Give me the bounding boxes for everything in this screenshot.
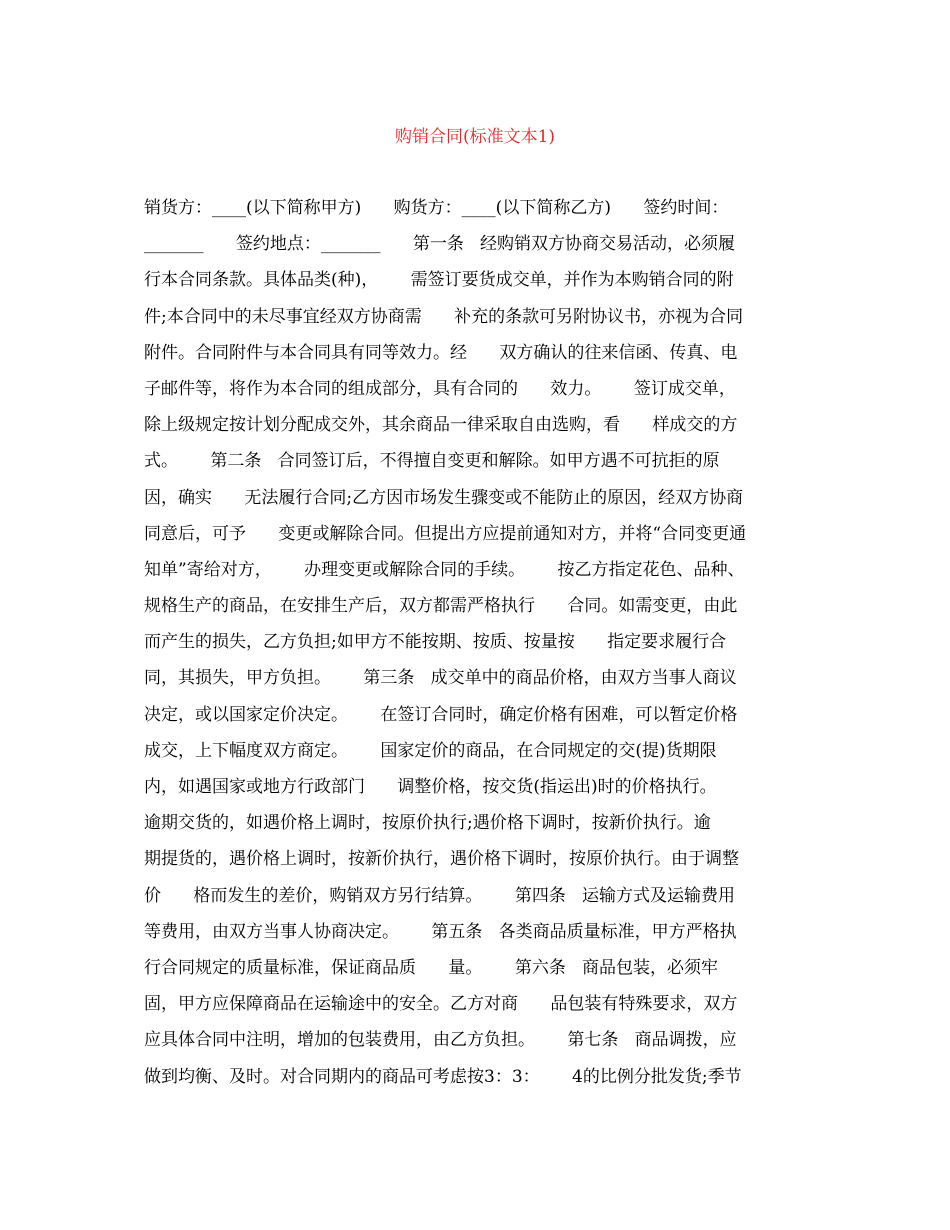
text-line: 子邮件等，将作为本合同的组成部分，具有合同的 效力。 签订成交单， <box>144 378 736 399</box>
text-line: 固，甲方应保障商品在运输途中的安全。乙方对商 品包装有特殊要求，双方 <box>144 994 738 1015</box>
text-line: 价 格而发生的差价，购销双方另行结算。 第四条 运输方式及运输费用 <box>144 885 736 906</box>
text-line: 逾期交货的，如遇价格上调时，按原价执行;遇价格下调时，按新价执行。逾 <box>144 813 711 834</box>
text-line: 等费用，由双方当事人协商决定。 第五条 各类商品质量标准，甲方严格执 <box>144 921 737 942</box>
text-line: 规格生产的商品，在安排生产后，双方都需严格执行 合同。如需变更，由此 <box>144 596 738 617</box>
text-line: 行合同规定的质量标准，保证商品质 量。 第六条 商品包装，必须牢 <box>144 957 719 978</box>
text-line: 知单”寄给对方， 办理变更或解除合同的手续。 按乙方指定花色、品种、 <box>144 559 745 580</box>
text-line: 因，确实 无法履行合同;乙方因市场发生骤变或不能防止的原因，经双方协商 <box>144 487 744 508</box>
text-line: 期提货的，遇价格上调时，按新价执行，遇价格下调时，按原价执行。由于调整 <box>144 849 739 870</box>
text-line: 式。 第二条 合同签订后，不得擅自变更和解除。如甲方遇不可抗拒的原 <box>144 451 720 472</box>
text-line: 做到均衡、及时。对合同期内的商品可考虑按3：3： 4的比例分批发货;季节 <box>144 1066 742 1087</box>
text-line: 件;本合同中的未尽事宜经双方协商需 补充的条款可另附协议书，亦视为合同 <box>144 306 744 327</box>
text-line: 决定，或以国家定价决定。 在签订合同时，确定价格有困难，可以暂定价格 <box>144 704 738 725</box>
text-line: 销货方：____(以下简称甲方) 购货方：____(以下简称乙方) 签约时间： <box>144 198 729 218</box>
text-line: _______ 签约地点：_______ 第一条 经购销双方协商交易活动，必须履 <box>144 234 736 255</box>
text-line: 同意后，可予 变更或解除合同。但提出方应提前通知对方，并将“合同变更通 <box>144 523 747 544</box>
text-line: 同，其损失，甲方负担。 第三条 成交单中的商品价格，由双方当事人商议 <box>144 668 737 689</box>
text-line: 附件。合同附件与本合同具有同等效力。经 双方确认的往来信函、传真、电 <box>144 342 738 363</box>
text-line: 应具体合同中注明，增加的包装费用，由乙方负担。 第七条 商品调拨，应 <box>144 1030 737 1051</box>
text-line: 除上级规定按计划分配成交外，其余商品一律采取自由选购，看 样成交的方 <box>144 415 738 436</box>
text-line: 成交，上下幅度双方商定。 国家定价的商品，在合同规定的交(提)货期限 <box>144 740 717 761</box>
document-title: 购销合同(标准文本1) <box>394 127 556 147</box>
text-line: 内，如遇国家或地方行政部门 调整价格，按交货(指运出)时的价格执行。 <box>144 777 717 797</box>
document-body <box>144 193 814 1098</box>
text-line: 而产生的损失，乙方负担;如甲方不能按期、按质、按量按 指定要求履行合 <box>144 632 727 653</box>
text-line: 行本合同条款。具体品类(种)， 需签订要货成交单，并作为本购销合同的附 <box>144 270 734 291</box>
